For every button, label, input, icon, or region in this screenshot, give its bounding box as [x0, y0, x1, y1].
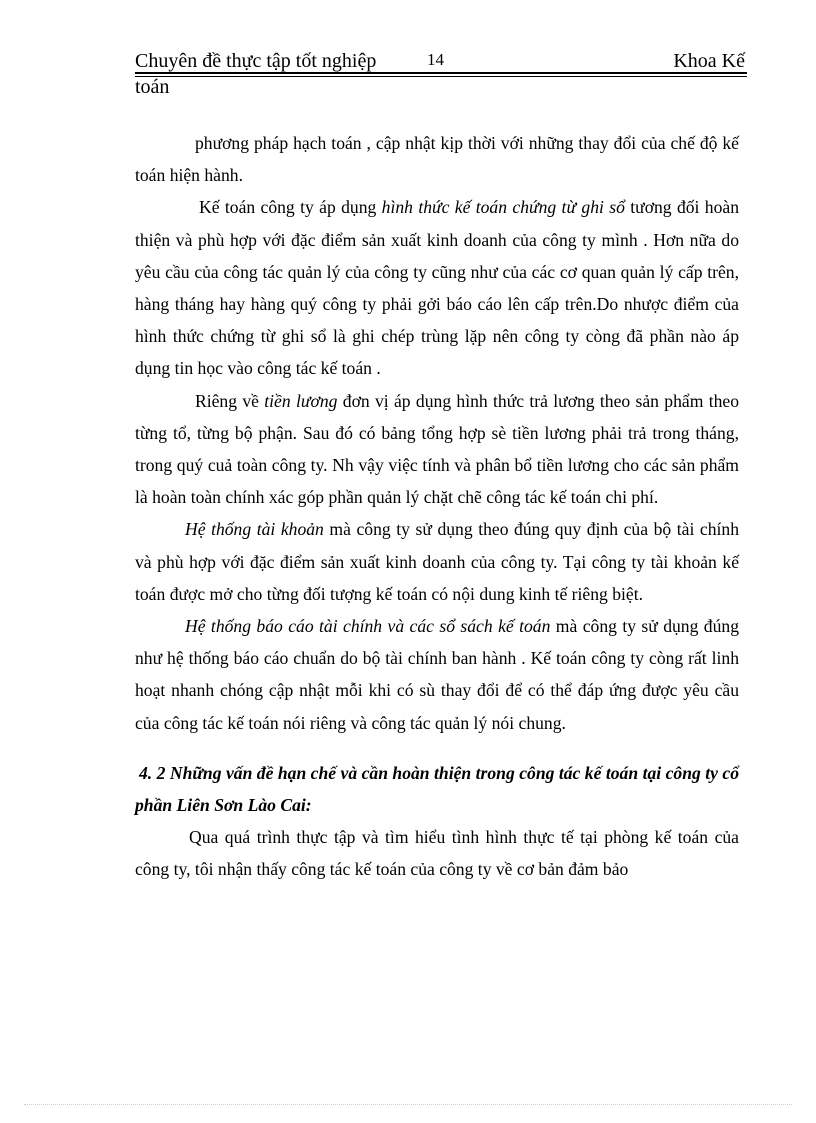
text-run: tương đối hoàn thiện và phù hợp với đặc điểm sản xuất kinh doanh của công ty mình . Hơn nữa do yêu cầu của công tác quản lý của công ty cũng như của các cơ quan quản lý cấp trên, hàng tháng hay hàng quý công ty phải gởi báo cáo lên cấp trên.Do nhược điểm của hình thức chứng từ ghi sổ là ghi chép trùng lặp nên công ty còng đã phần nào áp dụng tin học vào công tác kế toán .	[135, 197, 740, 379]
page-bottom-border	[24, 1104, 792, 1105]
text-run: Riêng về	[195, 390, 265, 411]
text-run: đơn vị áp dụng hình thức trả lương theo sản phẩm theo từng tổ, từng bộ phận. Sau đó có bảng tổng hợp sè tiền lương phải trả trong tháng, trong quý cuả toàn công ty. Nh vậy việc tính và phân bổ tiền lương cho các sản phẩm là hoàn toàn chính xác góp phần quản lý chặt chẽ công tác kế toán chi phí.	[135, 390, 739, 508]
text-run: 4. 2 Những vấn đề hạn chế và cần hoàn thiện trong công tác kế toán tại công ty cổ phần Liên Sơn Lào Cai:	[135, 762, 739, 816]
body-paragraph	[135, 191, 739, 384]
header-title: Chuyên đề thực tập tốt nghiệp	[135, 50, 377, 72]
header-department: Khoa Kế	[673, 50, 745, 72]
italic-term: Hệ thống tài khoản	[185, 519, 324, 540]
header-rule-thin	[135, 76, 747, 77]
header-rule-thick	[135, 72, 747, 74]
body-paragraph	[135, 385, 739, 514]
body-paragraph	[135, 610, 739, 739]
body-paragraph	[135, 513, 739, 610]
italic-term: tiền lương	[264, 390, 338, 411]
page-number: 14	[427, 50, 444, 69]
section-heading	[135, 757, 739, 821]
italic-term: Hệ thống báo cáo tài chính và các sổ sách kế toán	[185, 616, 551, 637]
header-continuation: toán	[135, 76, 170, 98]
text-run: mà công ty sử dụng đúng như hệ thống báo cáo chuẩn do bộ tài chính ban hành . Kế toán công ty còng rất linh hoạt nhanh chóng cập nhật mỗi khi có sù thay đổi để có thể đáp ứng được yêu cầu của công tác kế toán nói riêng và công tác quản lý nói chung.	[135, 616, 739, 733]
italic-term: hình thức kế toán chứng từ ghi sổ	[381, 197, 625, 218]
text-run: mà công ty sử dụng theo đúng quy định của bộ tài chính và phù hợp với đặc điểm sản xuất kinh doanh của công ty. Tại công ty tài khoản kế toán được mở cho từng đối tượng kế toán có nội dung kinh tế riêng biệt.	[135, 519, 739, 604]
text-run: phương pháp hạch toán , cập nhật kịp thời với những thay đổi của chế độ kế toán hiện hành.	[135, 133, 739, 186]
body-paragraph	[135, 821, 739, 885]
body-paragraph	[135, 127, 739, 191]
document-body	[135, 127, 739, 886]
text-run: Kế toán công ty áp dụng	[199, 197, 382, 218]
text-run: Qua quá trình thực tập và tìm hiểu tình hình thực tế tại phòng kế toán của công ty, tôi nhận thấy công tác kế toán của công ty về cơ bản đảm bảo	[135, 827, 739, 880]
